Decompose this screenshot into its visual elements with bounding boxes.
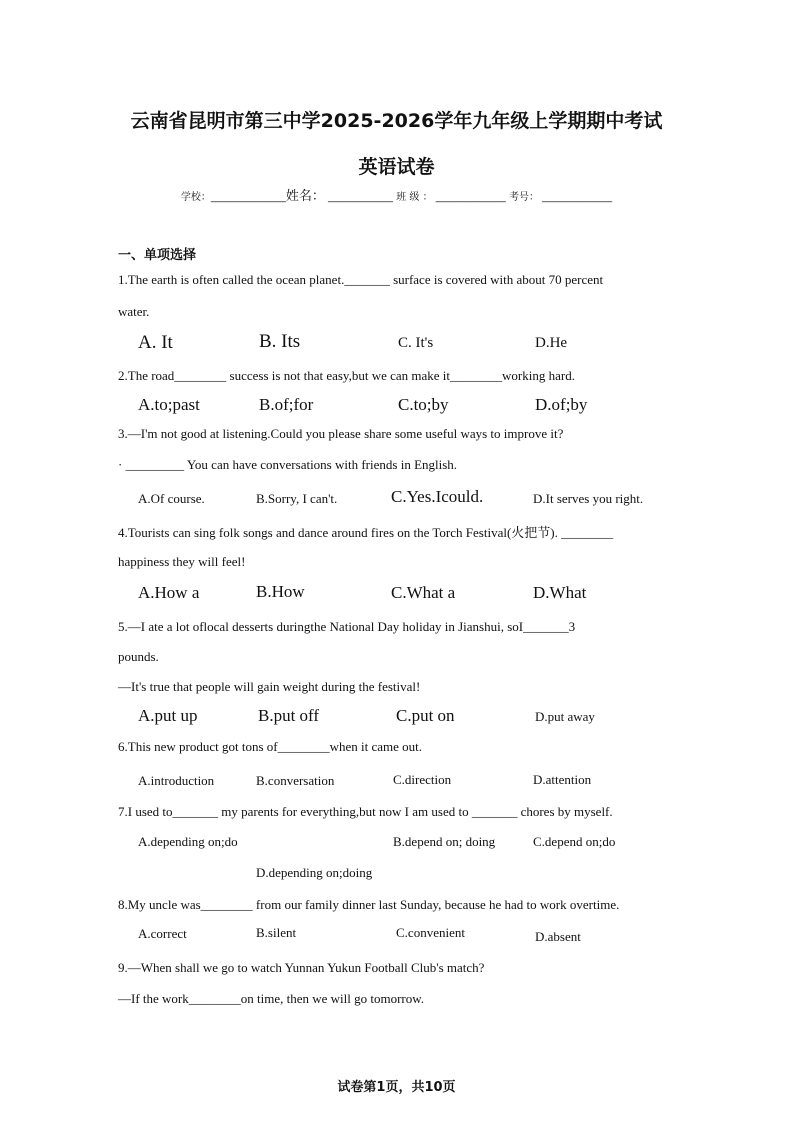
question-1-option-c: C. It's bbox=[398, 335, 434, 351]
question-5-line2: pounds. bbox=[118, 649, 159, 664]
question-6-option-c: C.direction bbox=[393, 772, 452, 787]
page-footer: 试卷第1页，共10页 bbox=[337, 1080, 456, 1095]
question-4-option-b: B.How bbox=[256, 582, 305, 601]
name-blank: _____________ bbox=[324, 192, 397, 203]
student-info-line bbox=[0, 185, 793, 204]
question-5-option-a: A.put up bbox=[138, 706, 198, 725]
question-2-line1: 2.The road________ success is not that easy,but we can make it________working hard. bbox=[118, 368, 575, 383]
class-label: 班 级 ： bbox=[396, 192, 433, 203]
question-1-line1: 1.The earth is often called the ocean planet._______ surface is covered with about 70 percent bbox=[118, 272, 604, 287]
question-7-option-a: A.depending on;do bbox=[138, 834, 238, 849]
question-6-line1: 6.This new product got tons of________when it came out. bbox=[118, 739, 423, 754]
question-9-line2: —If the work________on time, then we will go tomorrow. bbox=[118, 991, 425, 1006]
question-2-option-d: D.of;by bbox=[535, 395, 588, 414]
exam-title-line1: 云南省昆明市第三中学2025-2026学年九年级上学期期中考试 bbox=[130, 110, 663, 132]
question-3-line1: 3.—I'm not good at listening.Could you please share some useful ways to improve it? bbox=[118, 426, 564, 441]
question-3-option-b: B.Sorry, I can't. bbox=[256, 491, 338, 506]
question-2-option-a: A.to;past bbox=[138, 395, 200, 414]
question-7-option-d: D.depending on;doing bbox=[256, 865, 373, 880]
exam-title-line2: 英语试卷 bbox=[358, 156, 435, 178]
question-1-option-a: A. It bbox=[138, 332, 173, 353]
question-8-option-c: C.convenient bbox=[396, 925, 465, 940]
question-5-line3: —It's true that people will gain weight during the festival! bbox=[118, 679, 421, 694]
question-3-line2: · _________ You can have conversations with friends in English. bbox=[118, 457, 458, 472]
question-3-option-d: D.It serves you right. bbox=[533, 491, 644, 506]
question-1-option-d: D.He bbox=[535, 335, 568, 351]
question-9-line1: 9.—When shall we go to watch Yunnan Yukun Football Club's match? bbox=[118, 960, 485, 975]
question-3-option-c: C.Yes.Icould. bbox=[391, 487, 484, 506]
question-8-option-a: A.correct bbox=[138, 926, 187, 941]
section-title: 一、单项选择 bbox=[118, 248, 197, 263]
question-2-option-b: B.of;for bbox=[259, 395, 314, 414]
question-5-line1: 5.—I ate a lot oflocal desserts duringthe National Day holiday in Jianshui, soI_______3 bbox=[118, 619, 576, 634]
name-label: 姓名： bbox=[285, 189, 325, 204]
exam-no-label: 考号： bbox=[508, 192, 539, 203]
question-5-option-c: C.put on bbox=[396, 706, 455, 725]
question-1-line2: water. bbox=[118, 304, 150, 319]
question-4-line2: happiness they will feel! bbox=[118, 554, 246, 569]
question-8-option-d: D.absent bbox=[535, 929, 581, 944]
question-5-option-d: D.put away bbox=[535, 709, 595, 724]
question-7-option-b: B.depend on; doing bbox=[393, 834, 496, 849]
question-4-option-a: A.How a bbox=[138, 583, 200, 602]
question-3-option-a: A.Of course. bbox=[138, 491, 205, 506]
question-4-option-d: D.What bbox=[533, 583, 587, 602]
school-label: 学校：_ bbox=[180, 192, 216, 203]
question-5-option-b: B.put off bbox=[258, 706, 320, 725]
school-blank: ______________ bbox=[215, 192, 286, 203]
question-2-option-c: C.to;by bbox=[398, 395, 449, 414]
question-7-line1: 7.I used to_______ my parents for everything,but now I am used to _______ chores by myself. bbox=[118, 804, 613, 819]
question-6-option-d: D.attention bbox=[533, 772, 592, 787]
question-1-option-b: B. Its bbox=[259, 331, 301, 352]
question-4-line1: 4.Tourists can sing folk songs and dance around fires on the Torch Festival(火把节). ________ bbox=[118, 525, 614, 540]
class-blank: ______________ bbox=[432, 192, 509, 203]
question-6-option-b: B.conversation bbox=[256, 773, 335, 788]
question-8-line1: 8.My uncle was________ from our family dinner last Sunday, because he had to work overtime. bbox=[118, 897, 620, 912]
question-8-option-b: B.silent bbox=[256, 925, 297, 940]
question-4-option-c: C.What a bbox=[391, 583, 456, 602]
question-6-option-a: A.introduction bbox=[138, 773, 215, 788]
exam-no-blank: ______________ bbox=[538, 192, 613, 203]
question-7-option-c: C.depend on;do bbox=[533, 834, 616, 849]
